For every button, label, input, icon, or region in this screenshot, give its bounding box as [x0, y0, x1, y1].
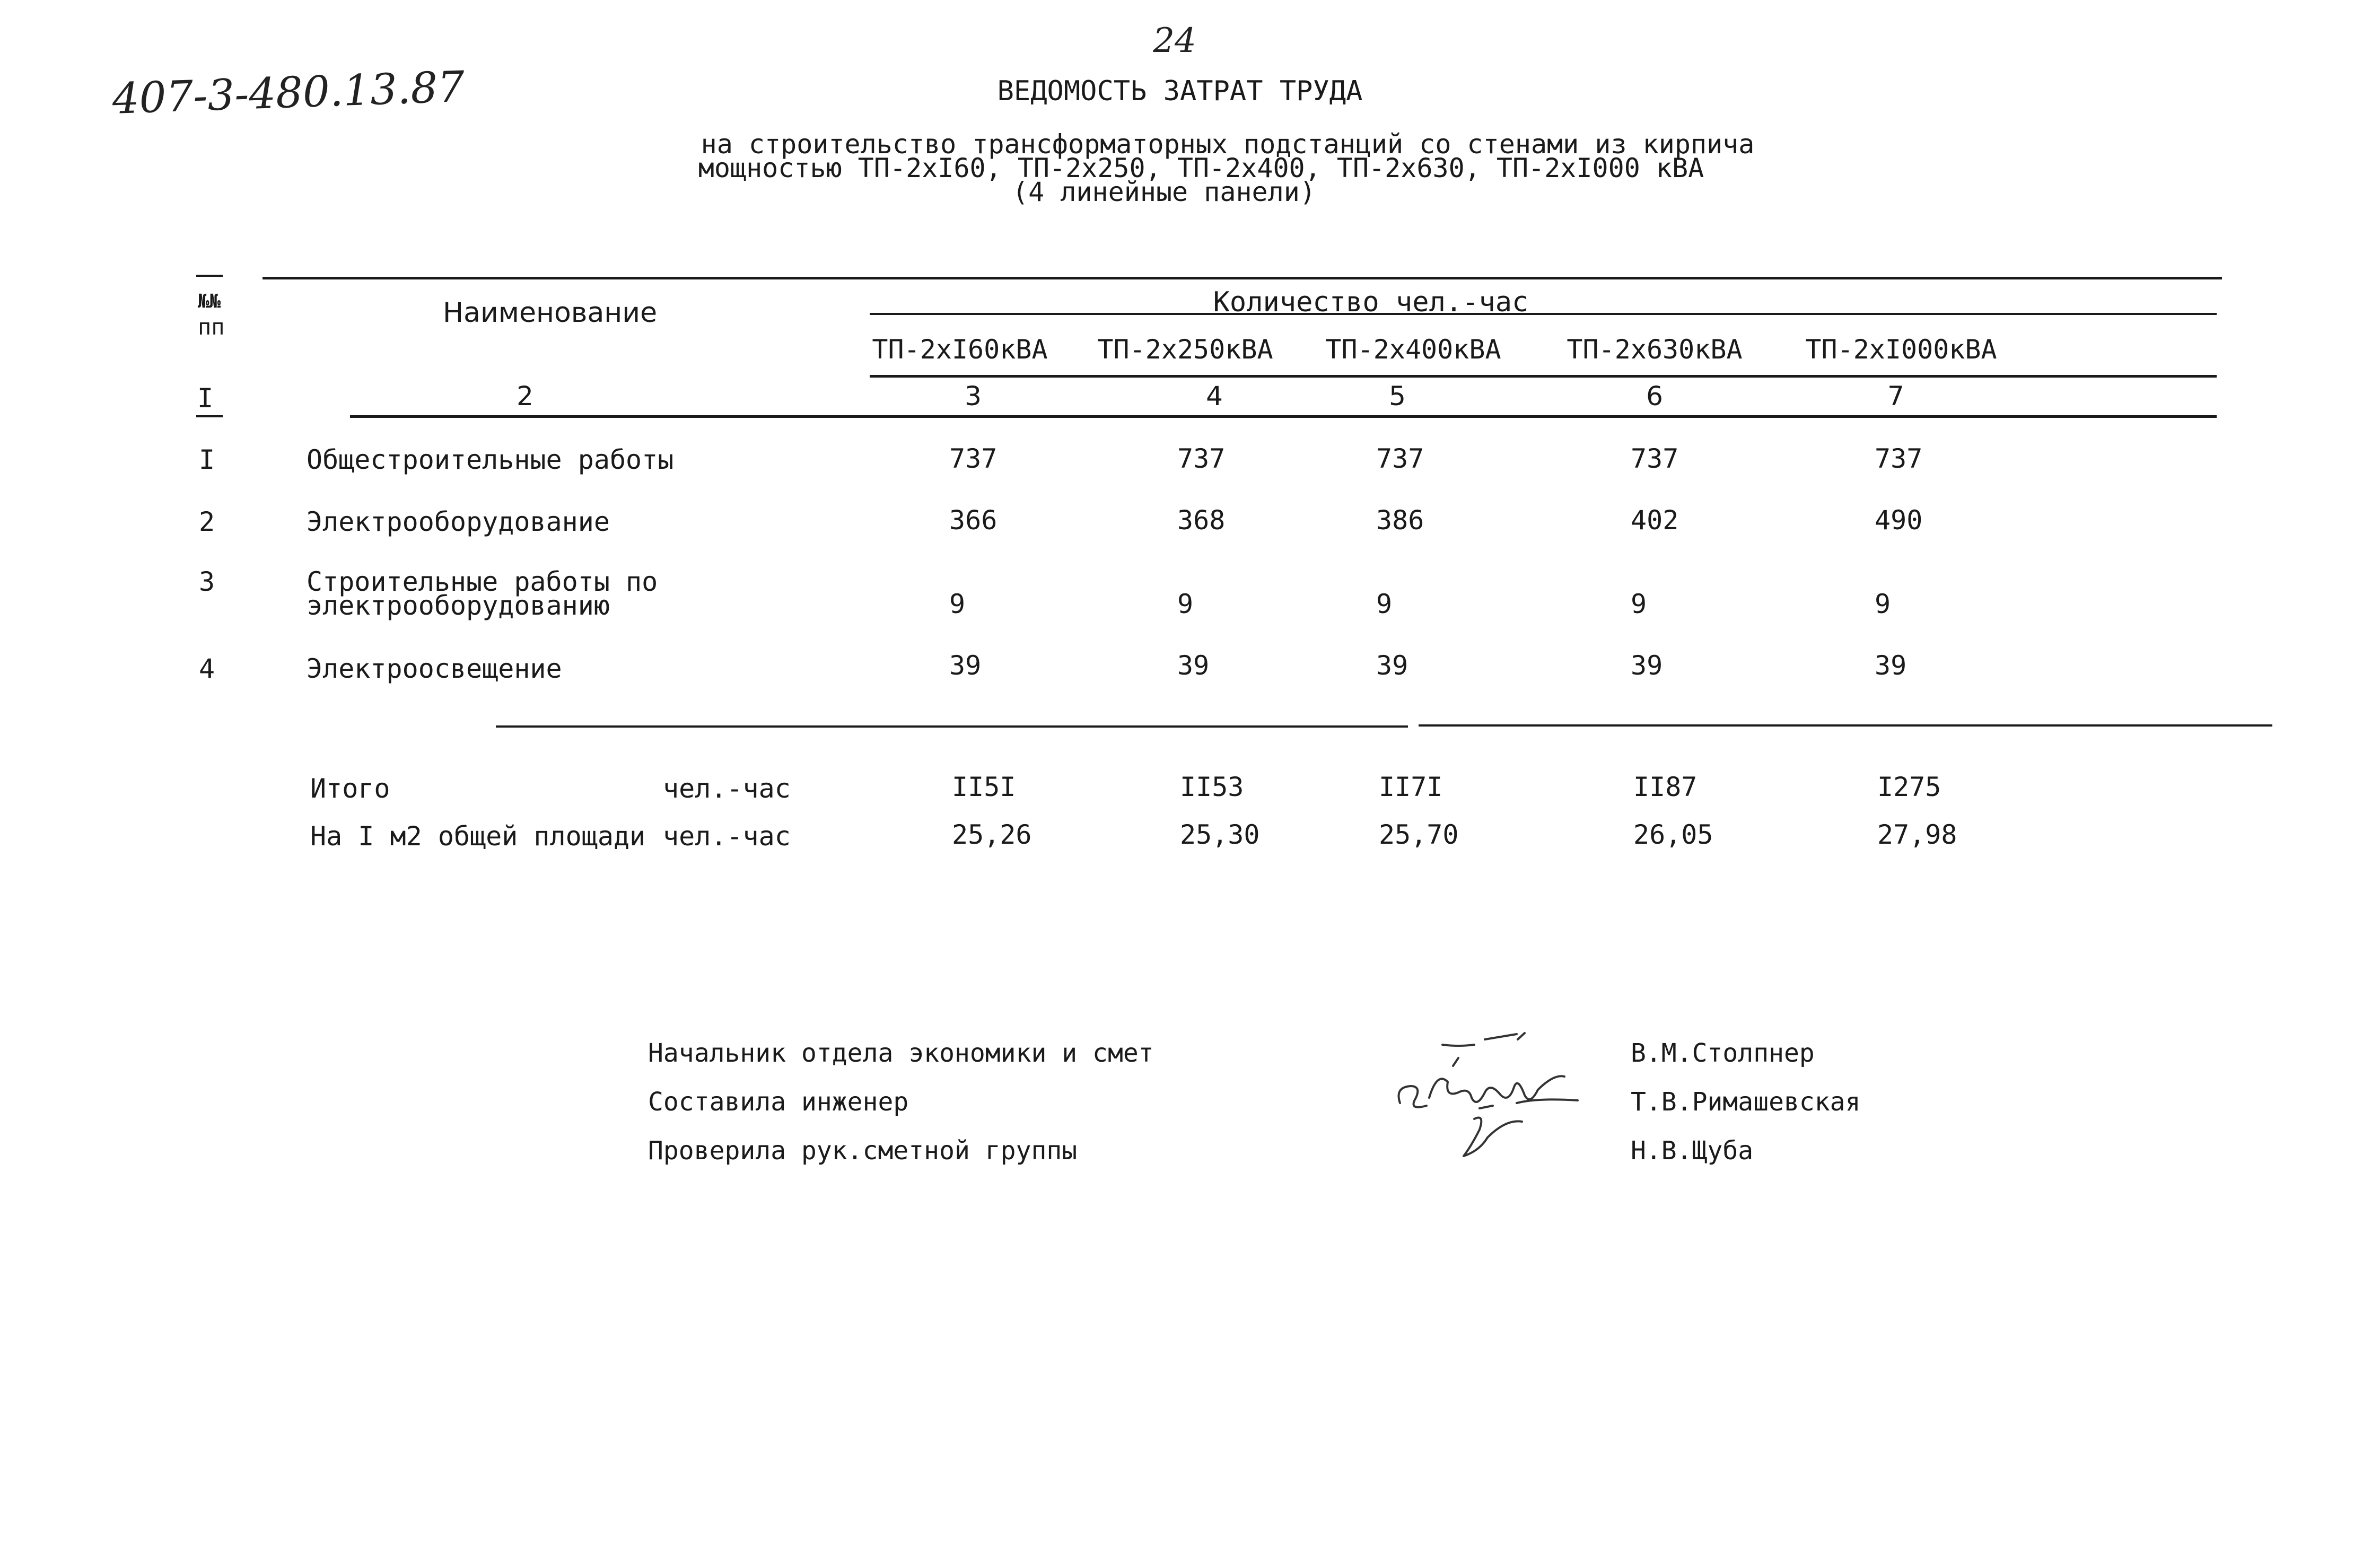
row-1-value-5: 737: [1875, 443, 1923, 474]
column-number-5: 5: [1389, 381, 1406, 412]
row-1-num: I: [199, 444, 215, 475]
per-m2-value-5: 27,98: [1877, 819, 1957, 850]
row-1-value-3: 737: [1376, 443, 1424, 474]
row-1-value-1: 737: [949, 443, 998, 474]
row-4-name: Электроосвещение: [307, 653, 562, 684]
row-3-name-line-2: электрооборудованию: [307, 590, 610, 621]
column-number-1: I: [197, 383, 214, 414]
subtitle-line-2: мощностью ТП-2хI60, ТП-2х250, ТП-2х400, ТП-2х630, ТП-2хI000 кВА: [698, 153, 1704, 183]
col-name-header: Наименование: [443, 297, 658, 329]
row-3-value-2: 9: [1177, 589, 1194, 619]
total-value-2: II53: [1180, 772, 1244, 802]
total-unit: чел.-час: [663, 773, 791, 804]
rule-subtotal-left: [496, 725, 1408, 728]
row-1-value-2: 737: [1177, 443, 1226, 474]
row-4-value-5: 39: [1875, 650, 1907, 681]
row-3-value-1: 9: [949, 589, 966, 619]
signature-stroke: [1442, 1045, 1474, 1046]
column-number-4: 4: [1206, 381, 1223, 412]
signature-role-1: Начальник отдела экономики и смет: [648, 1038, 1154, 1068]
rule-column-numbers: [350, 415, 2217, 418]
row-3-value-5: 9: [1875, 589, 1891, 619]
column-number-7: 7: [1887, 381, 1904, 412]
signature-stroke: [1399, 1086, 1427, 1107]
row-3-name-line-1: Строительные работы по: [307, 566, 658, 597]
group-header: Количество чел.-час: [1213, 286, 1529, 318]
signature-role-3: Проверила рук.сметной группы: [648, 1136, 1078, 1166]
signature-name-2: Т.В.Римашевская: [1631, 1087, 1861, 1117]
row-4-value-3: 39: [1376, 650, 1408, 681]
row-2-name: Электрооборудование: [307, 506, 610, 537]
capacity-header-5: ТП-2хI000кВА: [1805, 334, 1997, 365]
signature-stroke: [1453, 1058, 1458, 1066]
capacity-header-3: ТП-2х400кВА: [1325, 334, 1501, 365]
row-4-num: 4: [199, 653, 215, 684]
total-value-5: I275: [1877, 772, 1941, 802]
rule-small-left: [196, 275, 223, 277]
row-2-value-4: 402: [1631, 505, 1679, 536]
total-value-4: II87: [1633, 772, 1698, 802]
rule-subtotal-right: [1419, 724, 2272, 727]
rule-header-bottom: [870, 375, 2217, 378]
signature-role-2: Составила инженер: [648, 1087, 909, 1117]
rule-table-top: [262, 277, 2222, 279]
col-num-header-1: №№: [198, 291, 221, 312]
total-label: Итого: [310, 773, 390, 804]
row-3-value-4: 9: [1631, 589, 1647, 619]
row-2-value-3: 386: [1376, 505, 1424, 536]
column-number-2: 2: [517, 381, 533, 412]
document-code: 407-3-480.13.87: [111, 62, 466, 124]
row-2-num: 2: [199, 506, 215, 537]
per-m2-value-4: 26,05: [1633, 819, 1713, 850]
per-m2-value-2: 25,30: [1180, 819, 1260, 850]
per-m2-unit: чел.-час: [663, 821, 791, 852]
subtitle-line-3: (4 линейные панели): [1012, 177, 1316, 207]
row-2-value-2: 368: [1177, 505, 1226, 536]
column-number-6: 6: [1646, 381, 1663, 412]
capacity-header-4: ТП-2х630кВА: [1567, 334, 1743, 365]
total-value-1: II5I: [952, 772, 1016, 802]
per-m2-label: На I м2 общей площади: [310, 821, 646, 852]
row-2-value-1: 366: [949, 505, 998, 536]
row-4-value-2: 39: [1177, 650, 1210, 681]
row-4-value-4: 39: [1631, 650, 1663, 681]
row-2-value-5: 490: [1875, 505, 1923, 536]
signature-name-1: В.М.Столпнер: [1631, 1038, 1815, 1068]
signature-stroke: [1538, 1076, 1564, 1090]
row-4-value-1: 39: [949, 650, 982, 681]
rule-group-header: [870, 313, 2217, 315]
signature-stroke: [1518, 1033, 1525, 1039]
capacity-header-2: ТП-2х250кВА: [1097, 334, 1273, 365]
signature-stroke: [1517, 1099, 1578, 1103]
per-m2-value-1: 25,26: [952, 819, 1032, 850]
signature-stroke: [1464, 1118, 1488, 1157]
page-number: 24: [1153, 21, 1196, 60]
signature-stroke: [1485, 1034, 1517, 1039]
handwritten-signatures-image: [1379, 1023, 1602, 1177]
row-1-value-4: 737: [1631, 443, 1679, 474]
row-3-value-3: 9: [1376, 589, 1393, 619]
signature-stroke: [1488, 1121, 1522, 1138]
column-number-3: 3: [965, 381, 982, 412]
col-num-header-2: пп: [198, 314, 225, 340]
subtitle-line-1: на строительство трансформаторных подстанций со стенами из кирпича: [701, 129, 1755, 160]
document-title: ВЕДОМОСТЬ ЗАТРАТ ТРУДА: [997, 75, 1363, 107]
capacity-header-1: ТП-2хI60кВА: [872, 334, 1048, 365]
per-m2-value-3: 25,70: [1379, 819, 1459, 850]
signature-stroke: [1429, 1079, 1538, 1102]
row-3-num: 3: [199, 566, 215, 597]
rule-colnum-left: [196, 415, 223, 417]
row-1-name: Общестроительные работы: [307, 444, 674, 475]
signature-stroke: [1480, 1106, 1493, 1108]
total-value-3: II7I: [1379, 772, 1443, 802]
signature-name-3: Н.В.Щуба: [1631, 1136, 1754, 1166]
